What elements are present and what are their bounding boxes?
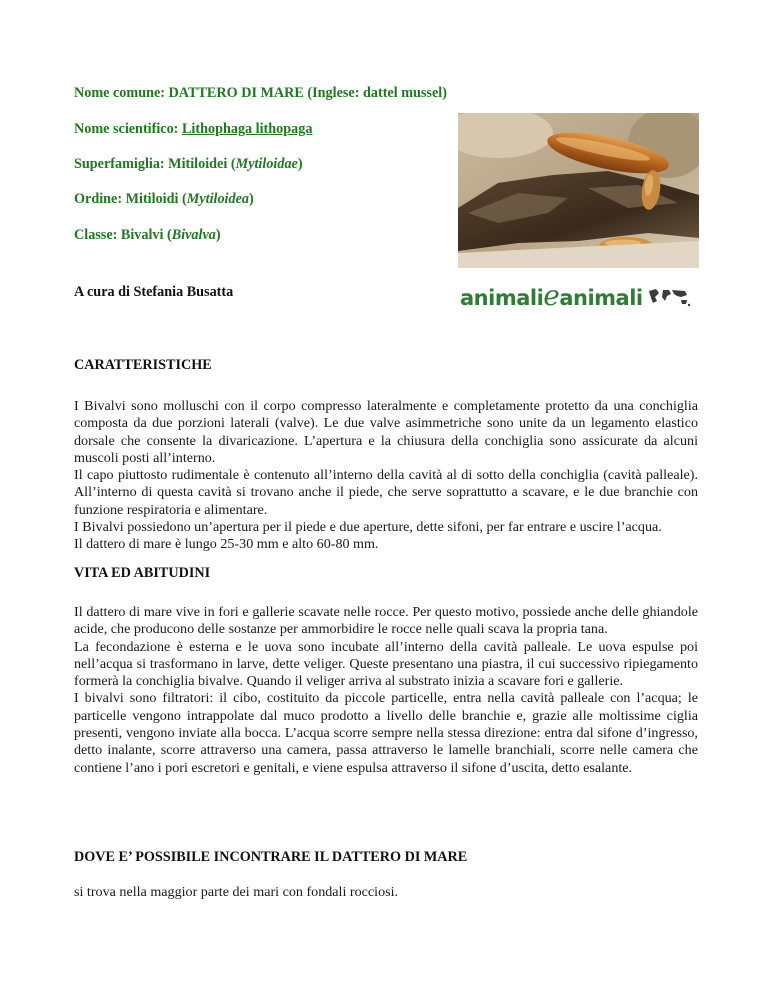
paren: ) <box>248 191 254 207</box>
paragraph: I Bivalvi possiedono un’apertura per il piede e due aperture, dette sifoni, per far entrare e uscire l’acqua. <box>74 519 662 536</box>
class-label: Classe: Bivalvi ( <box>74 227 172 243</box>
author: A cura di Stefania Busatta <box>74 284 234 300</box>
paren: ) <box>215 227 221 243</box>
world-map-icon <box>647 287 691 307</box>
order-label: Ordine: Mitiloidi ( <box>74 191 187 207</box>
section-title-vita: VITA ED ABITUDINI <box>74 565 211 581</box>
paragraph: La fecondazione è esterna e le uova sono incubate all’interno della cavità palleale. Le uova espulse poi nell’acqua si trasformano in larve, dette veliger. Queste presentano una piastra, il cui successivo ripiegamento formerà la conchiglia bivalve. Quando il veliger arriva al substrato inizia a scavare fori e gallerie. <box>74 638 698 690</box>
scientific-name <box>74 121 312 138</box>
animalieanimali-logo <box>460 279 700 311</box>
common-name <box>74 85 447 102</box>
paragraph: si trova nella maggior parte dei mari con fondali rocciosi. <box>74 884 399 900</box>
section-body-dove <box>74 884 698 901</box>
scientific-name-link[interactable]: Lithophaga lithopaga <box>181 121 313 137</box>
section-title-dove: DOVE E’ POSSIBILE INCONTRARE IL DATTERO DI MARE <box>74 849 468 865</box>
paragraph: I Bivalvi sono molluschi con il corpo compresso lateralmente e completamente protetto da una conchiglia composta da due porzioni laterali (valve). Le due valve asimmetriche sono unite da un legamento elastico dorsale che consente la divaricazione. L’apertura e la chiusura della conchiglia sono assicurate da alcuni muscoli posti all’interno. <box>74 398 698 466</box>
superfamily-value: Mytiloidae <box>235 156 298 172</box>
paragraph: Il dattero di mare è lungo 25-30 mm e alto 60-80 mm. <box>74 536 379 553</box>
class-value: Bivalva <box>171 227 216 243</box>
order <box>74 191 254 208</box>
paragraph: Il dattero di mare vive in fori e gallerie scavate nelle rocce. Per questo motivo, possiede anche delle ghiandole acide, che producono delle sostanze per ammorbidire le rocce nelle quali scava la propria tana. <box>74 604 698 638</box>
common-name-text: Nome comune: DATTERO DI MARE (Inglese: dattel mussel) <box>74 85 447 101</box>
class <box>74 227 221 244</box>
paren: ) <box>297 156 303 172</box>
section-title-caratteristiche: CARATTERISTICHE <box>74 357 212 373</box>
mussel-photo <box>458 113 699 268</box>
paragraph: I bivalvi sono filtratori: il cibo, costituito da piccole particelle, entra nella cavità palleale con l’acqua; le particelle vengono intrappolate dal muco prodotto a livello delle branchie e, grazie alle moltissime ciglia presenti, vengono inviate alla bocca. L’acqua scorre sempre nella stessa direzione: entra dal sifone d’ingresso, detto inalante, scorre attraverso una camera, passa attraverso le lamelle branchiali, scorre nelle camera che contiene l’ano i pori escretori e genitali, e viene espulsa attraverso il sifone d’uscita, detto esalante. <box>74 690 698 776</box>
superfamily <box>74 156 303 173</box>
logo-text: animalieanimali <box>460 279 643 312</box>
section-body-caratteristiche <box>74 398 698 554</box>
order-value: Mytiloidea <box>186 191 249 207</box>
paragraph: Il capo piuttosto rudimentale è contenuto all’interno della cavità al di sotto della conchiglia (cavità palleale). All’interno di questa cavità si trovano anche il piede, che serve soprattutto a scavare, e le due branchie con funzione respiratoria e alimentare. <box>74 467 698 518</box>
superfamily-label: Superfamiglia: Mitiloidei ( <box>74 156 236 172</box>
section-body-vita <box>74 604 698 777</box>
scientific-name-label: Nome scientifico: <box>74 121 182 137</box>
